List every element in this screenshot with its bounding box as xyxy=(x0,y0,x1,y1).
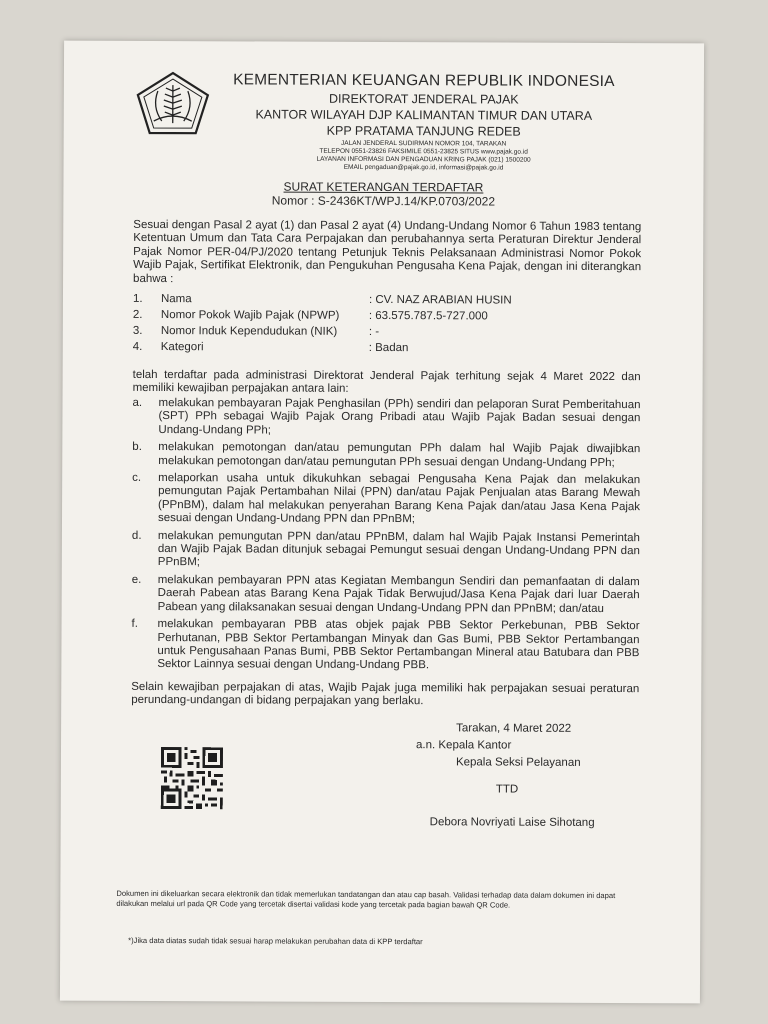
identity-value: : 63.575.787.5-727.000 xyxy=(368,309,488,323)
obligation-letter: e. xyxy=(131,573,142,586)
footer-asterisk-note: *)Jika data diatas sudah tidak sesuai harap melakukan perubahan data di KPP terdaftar xyxy=(128,935,423,947)
obligations-list xyxy=(131,397,640,678)
ministry-emblem-logo xyxy=(136,71,210,135)
identity-label: Nama xyxy=(160,293,192,306)
obligation-item xyxy=(132,441,640,470)
identity-label: Kategori xyxy=(160,341,204,354)
identity-list xyxy=(133,291,633,357)
office-phone: TELEPON 0551-23826 FAKSIMILE 0551-23825 SITUS www.pajak.go.id xyxy=(319,147,528,156)
obligation-text: melaporkan usaha untuk dikukuhkan sebagai Pengusaha Kena Pajak dan melakukan pemungutan Pajak Pertambahan Nilai (PPN) dan/atau Pajak Penjualan atas Barang Mewah (PPnBM), dalam hal melakukan penyerahan Barang Kena Pajak dan/atau Jasa Kena Pajak sesuai dengan Undang-Undang PPN dan PPnBM; xyxy=(157,472,641,526)
obligation-text: melakukan pemungutan PPN dan/atau PPnBM, dalam hal Wajib Pajak Instansi Pemerintah dan Wajib Pajak Badan ditunjuk sebagai Pemungut sesuai dengan Undang-Undang PPN dan PPnBM; xyxy=(157,529,640,569)
qr-code xyxy=(161,747,223,809)
obligation-text: melakukan pembayaran PPN atas Kegiatan Membangun Sendiri dan pemanfaatan di dalam Daerah Pabean atas Barang Kena Pajak Tidak Berwujud/Jasa Kena Pajak dari luar Daerah Pabean yang dilaksanakan sesuai dengan Undang-Undang PPN dan PPnBM; dan/atau xyxy=(157,573,640,615)
document-number: Nomor : S-2436KT/WPJ.14/KP.0703/2022 xyxy=(271,193,496,209)
obligation-text: melakukan pembayaran Pajak Penghasilan (PPh) sendiri dan pelaporan Surat Pemberitahuan (SPT) PPh sebagai Wajib Pajak Orang Pribadi atau Wajib Pajak Badan sesuai dengan Undang-Undang PPh; xyxy=(158,397,641,437)
obligation-text: melakukan pembayaran PBB atas objek pajak PBB Sektor Perkebunan, PBB Sektor Perhutanan, PBB Sektor Pertambangan Minyak dan Gas Bumi, PBB Sektor Pertambangan untuk Pengusahaan Panas Bumi, PBB Sektor Pertambangan Mineral atau Batubara dan PBB Sektor Lainnya sesuai dengan Undang-Undang PBB. xyxy=(157,618,640,672)
on-behalf: a.n. Kepala Kantor xyxy=(416,739,512,752)
identity-value: : CV. NAZ ARABIAN HUSIN xyxy=(368,293,512,307)
service-info: LAYANAN INFORMASI DAN PENGADUAN KRING PAJAK (021) 1500200 xyxy=(316,155,531,164)
regional-office-name: KANTOR WILAYAH DJP KALIMANTAN TIMUR DAN UTARA xyxy=(255,107,593,123)
identity-number: 4. xyxy=(132,340,143,353)
identity-label: Nomor Pokok Wajib Pajak (NPWP) xyxy=(160,309,340,322)
identity-label: Nomor Induk Kependudukan (NIK) xyxy=(160,325,338,338)
obligation-letter: f. xyxy=(131,618,138,631)
ministry-name: KEMENTERIAN KEUANGAN REPUBLIK INDONESIA xyxy=(233,71,615,91)
identity-value: : - xyxy=(368,325,380,338)
signer-name: Debora Novriyati Laise Sihotang xyxy=(429,816,595,829)
directorate-name: DIREKTORAT JENDERAL PAJAK xyxy=(328,91,519,107)
document-sheet xyxy=(60,41,704,1004)
identity-number: 2. xyxy=(132,308,143,321)
identity-value: : Badan xyxy=(368,341,409,355)
obligation-item xyxy=(132,574,640,616)
obligation-letter: a. xyxy=(132,396,143,409)
identity-number: 1. xyxy=(132,292,143,305)
identity-number: 3. xyxy=(132,324,143,337)
office-email: EMAIL pengaduan@pajak.go.id, informasi@pajak.go.id xyxy=(343,163,504,172)
identity-row xyxy=(133,339,633,357)
signer-position: Kepala Seksi Pelayanan xyxy=(455,756,581,769)
obligation-item xyxy=(132,472,640,528)
ttd-label: TTD xyxy=(495,783,519,796)
obligation-item xyxy=(132,397,640,439)
document-title-block xyxy=(213,179,553,208)
obligation-item xyxy=(132,530,640,572)
obligation-item xyxy=(131,618,639,674)
closing-paragraph: Selain kewajiban perpajakan di atas, Wajib Pajak juga memiliki hak perpajakan sesuai peraturan perundang-undangan di bidang perpajakan yang berlaku. xyxy=(131,680,640,708)
obligation-letter: c. xyxy=(132,471,142,484)
registration-paragraph: telah terdaftar pada administrasi Direktorat Jenderal Pajak terhitung sejak 4 Maret 2022 dan memiliki kewajiban perpajakan antara lain: xyxy=(132,368,641,396)
office-address: JALAN JENDERAL SUDIRMAN NOMOR 104, TARAKAN xyxy=(340,139,507,148)
place-date: Tarakan, 4 Maret 2022 xyxy=(456,722,572,735)
obligation-letter: b. xyxy=(132,441,142,454)
footer-note: Dokumen ini dikeluarkan secara elektronik dan tidak memerlukan tandatangan dan atau cap basah. Validasi terhadap data dalam dokumen ini dapat dilakukan melalui url pada QR Code yang tercetak disertai validasi kode yang tercetak pada bagian bawah QR Code. xyxy=(116,888,616,910)
tax-office-name: KPP PRATAMA TANJUNG REDEB xyxy=(326,123,521,139)
signature-block xyxy=(416,720,656,832)
letterhead xyxy=(224,71,624,173)
intro-paragraph: Sesuai dengan Pasal 2 ayat (1) dan Pasal 2 ayat (4) Undang-Undang Nomor 6 Tahun 1983 tentang Ketentuan Umum dan Tata Cara Perpajakan dan perubahannya serta Peraturan Direktur Jenderal Pajak Nomor PER-04/PJ/2020 tentang Petunjuk Teknis Pelaksanaan Administrasi Nomor Pokok Wajib Pajak, Sertifikat Elektronik, dan Pengukuhan Pengusaha Kena Pajak, dengan ini diterangkan bahwa : xyxy=(133,218,642,285)
document-title: SURAT KETERANGAN TERDAFTAR xyxy=(283,179,484,195)
obligation-text: melakukan pemotongan dan/atau pemungutan PPh dalam hal Wajib Pajak diwajibkan melakukan pemotongan dan/atau pemungutan PPh sesuai dengan Undang-Undang PPh; xyxy=(158,441,641,469)
obligation-letter: d. xyxy=(131,529,142,542)
